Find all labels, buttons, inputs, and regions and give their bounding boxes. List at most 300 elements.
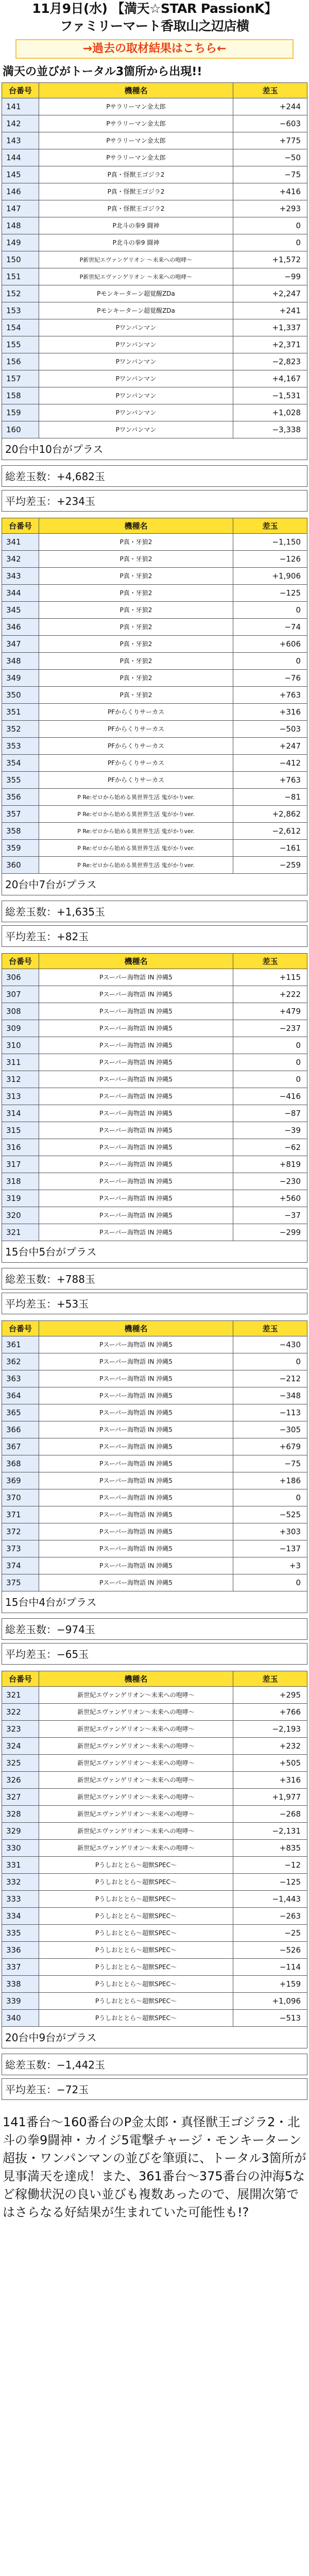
ball-difference: −503 bbox=[233, 721, 307, 738]
ball-difference: −526 bbox=[233, 1942, 307, 1959]
ball-difference: 0 bbox=[233, 1353, 307, 1370]
machine-number: 372 bbox=[2, 1523, 39, 1540]
table-row bbox=[2, 1190, 307, 1207]
ball-difference: +1,096 bbox=[233, 1993, 307, 2010]
ball-difference: +4,167 bbox=[233, 370, 307, 387]
machine-number: 368 bbox=[2, 1455, 39, 1472]
table-row bbox=[2, 789, 307, 806]
machine-name: Pスーパー海物語 IN 沖縄5 bbox=[39, 1336, 233, 1353]
table-row bbox=[2, 585, 307, 602]
machine-number: 156 bbox=[2, 353, 39, 370]
machine-number: 364 bbox=[2, 1387, 39, 1404]
machine-name: P真・牙狼2 bbox=[39, 602, 233, 619]
average-difference: 平均差玉：−65玉 bbox=[2, 1643, 307, 1665]
closing-text: 141番台〜160番台のP金太郎・真怪獣王ゴジラ2・北斗の拳9闘神・カイジ5電撃チャージ・モンキーターン超抜・ワンパンマンの並びを筆頭に、トータル3箇所が見事満天を達成！また、361番台〜375番台の沖海5など稼働状況の良い並びも複数あったので、展開次第ではさらなる好結果が生まれていた可能性も!? bbox=[3, 2115, 306, 2219]
machine-name: P Re:ゼロから始める異世界生活 鬼がかりver. bbox=[39, 857, 233, 874]
machine-number: 341 bbox=[2, 534, 39, 551]
results-table bbox=[2, 1671, 307, 2027]
machine-number: 143 bbox=[2, 132, 39, 149]
table-row bbox=[2, 986, 307, 1003]
table-row bbox=[2, 1755, 307, 1772]
ball-difference: −12 bbox=[233, 1857, 307, 1874]
machine-number: 317 bbox=[2, 1156, 39, 1173]
table-row bbox=[2, 823, 307, 840]
table-row bbox=[2, 1173, 307, 1190]
machine-number: 343 bbox=[2, 568, 39, 585]
table-row bbox=[2, 2010, 307, 2027]
machine-name: Pサラリーマン金太郎 bbox=[39, 149, 233, 166]
machine-number: 367 bbox=[2, 1438, 39, 1455]
ball-difference: −2,193 bbox=[233, 1721, 307, 1738]
machine-number: 346 bbox=[2, 619, 39, 636]
table-row bbox=[2, 1054, 307, 1071]
machine-name: Pスーパー海物語 IN 沖縄5 bbox=[39, 969, 233, 986]
machine-number: 150 bbox=[2, 251, 39, 268]
ball-difference: 0 bbox=[233, 234, 307, 251]
machine-name: P真・牙狼2 bbox=[39, 670, 233, 687]
machine-number: 363 bbox=[2, 1370, 39, 1387]
machine-number: 158 bbox=[2, 387, 39, 404]
machine-number: 332 bbox=[2, 1874, 39, 1891]
machine-number: 321 bbox=[2, 1224, 39, 1241]
table-row bbox=[2, 217, 307, 234]
ball-difference: +1,977 bbox=[233, 1789, 307, 1806]
machine-name: PFからくりサーカス bbox=[39, 755, 233, 772]
machine-number: 154 bbox=[2, 319, 39, 336]
table-row bbox=[2, 1687, 307, 1704]
table-header-row bbox=[2, 1671, 307, 1687]
machine-number: 345 bbox=[2, 602, 39, 619]
machine-number: 342 bbox=[2, 551, 39, 568]
ball-difference: −1,443 bbox=[233, 1891, 307, 1908]
ball-difference: −99 bbox=[233, 268, 307, 285]
plus-count-summary: 20台中10台がプラス bbox=[2, 438, 307, 460]
ball-difference: +505 bbox=[233, 1755, 307, 1772]
machine-name: P真・牙狼2 bbox=[39, 636, 233, 653]
machine-name: Pうしおととら〜超獣SPEC〜 bbox=[39, 1908, 233, 1925]
machine-number: 322 bbox=[2, 1704, 39, 1721]
table-row bbox=[2, 285, 307, 302]
machine-name: Pスーパー海物語 IN 沖縄5 bbox=[39, 1574, 233, 1591]
table-row bbox=[2, 653, 307, 670]
ball-difference: +2,247 bbox=[233, 285, 307, 302]
machine-number: 314 bbox=[2, 1105, 39, 1122]
machine-name: Pスーパー海物語 IN 沖縄5 bbox=[39, 1523, 233, 1540]
machine-number: 369 bbox=[2, 1472, 39, 1489]
table-row bbox=[2, 1823, 307, 1840]
table-row bbox=[2, 183, 307, 200]
ball-difference: 0 bbox=[233, 653, 307, 670]
table-row bbox=[2, 687, 307, 704]
machine-number: 144 bbox=[2, 149, 39, 166]
machine-name: P Re:ゼロから始める異世界生活 鬼がかりver. bbox=[39, 840, 233, 857]
ball-difference: +1,028 bbox=[233, 404, 307, 421]
machine-number: 148 bbox=[2, 217, 39, 234]
table-row bbox=[2, 1857, 307, 1874]
ball-difference: +222 bbox=[233, 986, 307, 1003]
machine-name: 新世紀エヴァンゲリオン〜未来への咆哮〜 bbox=[39, 1755, 233, 1772]
machine-number: 318 bbox=[2, 1173, 39, 1190]
machine-name: Pスーパー海物語 IN 沖縄5 bbox=[39, 1455, 233, 1472]
machine-number: 153 bbox=[2, 302, 39, 319]
ball-difference: −263 bbox=[233, 1908, 307, 1925]
section-spacer bbox=[2, 2100, 307, 2106]
ball-difference: −87 bbox=[233, 1105, 307, 1122]
machine-number: 146 bbox=[2, 183, 39, 200]
machine-number: 336 bbox=[2, 1942, 39, 1959]
machine-number: 329 bbox=[2, 1823, 39, 1840]
table-row bbox=[2, 704, 307, 721]
ball-difference: +316 bbox=[233, 1772, 307, 1789]
machine-number: 324 bbox=[2, 1738, 39, 1755]
machine-name: P真・牙狼2 bbox=[39, 653, 233, 670]
header-machine: 機種名 bbox=[39, 954, 233, 969]
machine-name: PFからくりサーカス bbox=[39, 738, 233, 755]
ball-difference: +293 bbox=[233, 200, 307, 217]
ball-difference: 0 bbox=[233, 1054, 307, 1071]
machine-number: 358 bbox=[2, 823, 39, 840]
machine-number: 142 bbox=[2, 115, 39, 132]
machine-name: Pスーパー海物語 IN 沖縄5 bbox=[39, 1387, 233, 1404]
header-number: 台番号 bbox=[2, 1671, 39, 1687]
machine-name: Pスーパー海物語 IN 沖縄5 bbox=[39, 1438, 233, 1455]
machine-name: P新世紀エヴァンゲリオン 〜未来への咆哮〜 bbox=[39, 268, 233, 285]
ball-difference: −25 bbox=[233, 1925, 307, 1942]
machine-name: Pスーパー海物語 IN 沖縄5 bbox=[39, 1489, 233, 1506]
table-row bbox=[2, 1891, 307, 1908]
machine-number: 354 bbox=[2, 755, 39, 772]
machine-number: 370 bbox=[2, 1489, 39, 1506]
machine-number: 315 bbox=[2, 1122, 39, 1139]
machine-name: Pスーパー海物語 IN 沖縄5 bbox=[39, 1037, 233, 1054]
table-row bbox=[2, 1976, 307, 1993]
header-machine: 機種名 bbox=[39, 1671, 233, 1687]
ball-difference: +295 bbox=[233, 1687, 307, 1704]
machine-number: 334 bbox=[2, 1908, 39, 1925]
table-row bbox=[2, 840, 307, 857]
machine-name: Pスーパー海物語 IN 沖縄5 bbox=[39, 1020, 233, 1037]
machine-name: Pうしおととら〜超獣SPEC〜 bbox=[39, 1959, 233, 1976]
table-row bbox=[2, 1224, 307, 1241]
machine-name: P真・牙狼2 bbox=[39, 551, 233, 568]
table-row bbox=[2, 302, 307, 319]
table-row bbox=[2, 1088, 307, 1105]
machine-number: 311 bbox=[2, 1054, 39, 1071]
average-difference: 平均差玉：+234玉 bbox=[2, 490, 307, 512]
table-row bbox=[2, 738, 307, 755]
table-row bbox=[2, 602, 307, 619]
machine-name: 新世紀エヴァンゲリオン〜未来への咆哮〜 bbox=[39, 1823, 233, 1840]
machine-number: 325 bbox=[2, 1755, 39, 1772]
header-diff: 差玉 bbox=[233, 1671, 307, 1687]
ball-difference: −305 bbox=[233, 1421, 307, 1438]
ball-difference: 0 bbox=[233, 1489, 307, 1506]
ball-difference: +763 bbox=[233, 687, 307, 704]
machine-name: PFからくりサーカス bbox=[39, 772, 233, 789]
ball-difference: −75 bbox=[233, 166, 307, 183]
ball-difference: −75 bbox=[233, 1455, 307, 1472]
ball-difference: +159 bbox=[233, 1976, 307, 1993]
ball-difference: −125 bbox=[233, 585, 307, 602]
machine-name: Pうしおととら〜超獣SPEC〜 bbox=[39, 1942, 233, 1959]
ball-difference: −74 bbox=[233, 619, 307, 636]
header-diff: 差玉 bbox=[233, 954, 307, 969]
machine-name: Pワンパンマン bbox=[39, 421, 233, 438]
ball-difference: −1,150 bbox=[233, 534, 307, 551]
machine-number: 309 bbox=[2, 1020, 39, 1037]
table-row bbox=[2, 1020, 307, 1037]
table-row bbox=[2, 353, 307, 370]
table-row bbox=[2, 370, 307, 387]
machine-number: 157 bbox=[2, 370, 39, 387]
table-row bbox=[2, 1003, 307, 1020]
machine-number: 359 bbox=[2, 840, 39, 857]
ball-difference: +1,906 bbox=[233, 568, 307, 585]
machine-number: 330 bbox=[2, 1840, 39, 1857]
total-difference: 総差玉数：−974玉 bbox=[2, 1618, 307, 1640]
machine-number: 349 bbox=[2, 670, 39, 687]
ball-difference: +241 bbox=[233, 302, 307, 319]
machine-number: 327 bbox=[2, 1789, 39, 1806]
ball-difference: 0 bbox=[233, 1037, 307, 1054]
machine-number: 355 bbox=[2, 772, 39, 789]
machine-name: Pうしおととら〜超獣SPEC〜 bbox=[39, 1874, 233, 1891]
machine-name: Pワンパンマン bbox=[39, 319, 233, 336]
results-table bbox=[2, 1320, 307, 1591]
machine-number: 347 bbox=[2, 636, 39, 653]
ball-difference: 0 bbox=[233, 1574, 307, 1591]
table-row bbox=[2, 1721, 307, 1738]
ball-difference: −2,612 bbox=[233, 823, 307, 840]
table-row bbox=[2, 98, 307, 115]
table-row bbox=[2, 619, 307, 636]
machine-number: 319 bbox=[2, 1190, 39, 1207]
table-row bbox=[2, 200, 307, 217]
results-table bbox=[2, 518, 307, 874]
results-sections bbox=[2, 82, 307, 2106]
table-row bbox=[2, 166, 307, 183]
ball-difference: +316 bbox=[233, 704, 307, 721]
machine-name: Pサラリーマン金太郎 bbox=[39, 115, 233, 132]
machine-name: 新世紀エヴァンゲリオン〜未来への咆哮〜 bbox=[39, 1772, 233, 1789]
table-row bbox=[2, 1942, 307, 1959]
section-spacer bbox=[2, 947, 307, 953]
table-row bbox=[2, 857, 307, 874]
table-row bbox=[2, 387, 307, 404]
machine-number: 375 bbox=[2, 1574, 39, 1591]
table-row bbox=[2, 1037, 307, 1054]
ball-difference: −237 bbox=[233, 1020, 307, 1037]
table-row bbox=[2, 772, 307, 789]
ball-difference: −259 bbox=[233, 857, 307, 874]
machine-name: P真・怪獣王ゴジラ2 bbox=[39, 200, 233, 217]
table-row bbox=[2, 1421, 307, 1438]
table-row bbox=[2, 670, 307, 687]
section-spacer bbox=[2, 512, 307, 518]
ball-difference: −125 bbox=[233, 1874, 307, 1891]
header-diff: 差玉 bbox=[233, 83, 307, 98]
machine-name: Pスーパー海物語 IN 沖縄5 bbox=[39, 1139, 233, 1156]
machine-number: 371 bbox=[2, 1506, 39, 1523]
plus-count-summary: 15台中4台がプラス bbox=[2, 1591, 307, 1613]
machine-name: Pワンパンマン bbox=[39, 387, 233, 404]
results-table bbox=[2, 953, 307, 1241]
plus-count-summary: 15台中5台がプラス bbox=[2, 1241, 307, 1263]
ball-difference: −76 bbox=[233, 670, 307, 687]
table-row bbox=[2, 132, 307, 149]
machine-number: 310 bbox=[2, 1037, 39, 1054]
header-number: 台番号 bbox=[2, 1321, 39, 1336]
machine-number: 326 bbox=[2, 1772, 39, 1789]
table-row bbox=[2, 721, 307, 738]
ball-difference: +560 bbox=[233, 1190, 307, 1207]
machine-name: Pワンパンマン bbox=[39, 336, 233, 353]
machine-number: 335 bbox=[2, 1925, 39, 1942]
past-results-link[interactable]: →過去の取材結果はこちら← bbox=[15, 39, 294, 59]
machine-name: P真・怪獣王ゴジラ2 bbox=[39, 166, 233, 183]
machine-name: P真・怪獣王ゴジラ2 bbox=[39, 183, 233, 200]
header-machine: 機種名 bbox=[39, 518, 233, 534]
ball-difference: +115 bbox=[233, 969, 307, 986]
ball-difference: +679 bbox=[233, 1438, 307, 1455]
results-table bbox=[2, 82, 307, 438]
machine-number: 340 bbox=[2, 2010, 39, 2027]
machine-number: 147 bbox=[2, 200, 39, 217]
machine-name: P真・牙狼2 bbox=[39, 687, 233, 704]
table-row bbox=[2, 268, 307, 285]
ball-difference: −1,531 bbox=[233, 387, 307, 404]
machine-number: 160 bbox=[2, 421, 39, 438]
machine-name: Pうしおととら〜超獣SPEC〜 bbox=[39, 1891, 233, 1908]
ball-difference: +232 bbox=[233, 1738, 307, 1755]
table-row bbox=[2, 1071, 307, 1088]
machine-name: Pスーパー海物語 IN 沖縄5 bbox=[39, 1404, 233, 1421]
machine-number: 149 bbox=[2, 234, 39, 251]
machine-name: Pスーパー海物語 IN 沖縄5 bbox=[39, 1557, 233, 1574]
machine-name: Pサラリーマン金太郎 bbox=[39, 132, 233, 149]
table-row bbox=[2, 1472, 307, 1489]
total-difference: 総差玉数：+1,635玉 bbox=[2, 901, 307, 922]
table-row bbox=[2, 1489, 307, 1506]
ball-difference: +763 bbox=[233, 772, 307, 789]
table-row bbox=[2, 1139, 307, 1156]
machine-number: 366 bbox=[2, 1421, 39, 1438]
header-number: 台番号 bbox=[2, 83, 39, 98]
table-row bbox=[2, 1336, 307, 1353]
ball-difference: +2,862 bbox=[233, 806, 307, 823]
machine-number: 362 bbox=[2, 1353, 39, 1370]
header-diff: 差玉 bbox=[233, 518, 307, 534]
ball-difference: −603 bbox=[233, 115, 307, 132]
machine-number: 360 bbox=[2, 857, 39, 874]
ball-difference: −412 bbox=[233, 755, 307, 772]
machine-name: P北斗の拳9 闘神 bbox=[39, 217, 233, 234]
machine-name: P Re:ゼロから始める異世界生活 鬼がかりver. bbox=[39, 789, 233, 806]
table-row bbox=[2, 551, 307, 568]
ball-difference: +1,337 bbox=[233, 319, 307, 336]
table-row bbox=[2, 1840, 307, 1857]
ball-difference: +766 bbox=[233, 1704, 307, 1721]
ball-difference: −113 bbox=[233, 1404, 307, 1421]
table-row bbox=[2, 1557, 307, 1574]
ball-difference: +2,371 bbox=[233, 336, 307, 353]
ball-difference: +303 bbox=[233, 1523, 307, 1540]
ball-difference: −2,823 bbox=[233, 353, 307, 370]
table-row bbox=[2, 1455, 307, 1472]
ball-difference: 0 bbox=[233, 1071, 307, 1088]
table-row bbox=[2, 404, 307, 421]
table-row bbox=[2, 1353, 307, 1370]
ball-difference: +186 bbox=[233, 1472, 307, 1489]
machine-number: 356 bbox=[2, 789, 39, 806]
table-row bbox=[2, 1105, 307, 1122]
machine-name: Pうしおととら〜超獣SPEC〜 bbox=[39, 2010, 233, 2027]
machine-name: Pスーパー海物語 IN 沖縄5 bbox=[39, 1207, 233, 1224]
machine-number: 321 bbox=[2, 1687, 39, 1704]
table-header-row bbox=[2, 83, 307, 98]
machine-number: 155 bbox=[2, 336, 39, 353]
ball-difference: −299 bbox=[233, 1224, 307, 1241]
machine-name: P Re:ゼロから始める異世界生活 鬼がかりver. bbox=[39, 806, 233, 823]
machine-name: 新世紀エヴァンゲリオン〜未来への咆哮〜 bbox=[39, 1789, 233, 1806]
machine-name: Pスーパー海物語 IN 沖縄5 bbox=[39, 1071, 233, 1088]
machine-name: 新世紀エヴァンゲリオン〜未来への咆哮〜 bbox=[39, 1721, 233, 1738]
machine-number: 306 bbox=[2, 969, 39, 986]
table-row bbox=[2, 1959, 307, 1976]
machine-name: Pスーパー海物語 IN 沖縄5 bbox=[39, 1540, 233, 1557]
machine-name: Pうしおととら〜超獣SPEC〜 bbox=[39, 1857, 233, 1874]
table-row bbox=[2, 806, 307, 823]
headline: 満天の並びがトータル3箇所から出現!! bbox=[3, 65, 202, 78]
ball-difference: −114 bbox=[233, 1959, 307, 1976]
table-row bbox=[2, 969, 307, 986]
machine-number: 351 bbox=[2, 704, 39, 721]
page-title: 11月9日(水) 【満天☆STAR PassionK】 bbox=[32, 1, 277, 16]
ball-difference: −81 bbox=[233, 789, 307, 806]
machine-name: Pスーパー海物語 IN 沖縄5 bbox=[39, 1353, 233, 1370]
machine-name: Pスーパー海物語 IN 沖縄5 bbox=[39, 1421, 233, 1438]
ball-difference: +3 bbox=[233, 1557, 307, 1574]
machine-number: 323 bbox=[2, 1721, 39, 1738]
table-row bbox=[2, 1506, 307, 1523]
machine-name: 新世紀エヴァンゲリオン〜未来への咆哮〜 bbox=[39, 1806, 233, 1823]
machine-name: Pスーパー海物語 IN 沖縄5 bbox=[39, 1156, 233, 1173]
machine-number: 141 bbox=[2, 98, 39, 115]
machine-name: P北斗の拳9 闘神 bbox=[39, 234, 233, 251]
table-row bbox=[2, 1874, 307, 1891]
machine-number: 352 bbox=[2, 721, 39, 738]
total-difference: 総差玉数：+4,682玉 bbox=[2, 465, 307, 487]
machine-name: Pスーパー海物語 IN 沖縄5 bbox=[39, 1173, 233, 1190]
ball-difference: +606 bbox=[233, 636, 307, 653]
ball-difference: −268 bbox=[233, 1806, 307, 1823]
ball-difference: +479 bbox=[233, 1003, 307, 1020]
machine-name: Pスーパー海物語 IN 沖縄5 bbox=[39, 1054, 233, 1071]
machine-number: 307 bbox=[2, 986, 39, 1003]
ball-difference: −2,131 bbox=[233, 1823, 307, 1840]
ball-difference: −513 bbox=[233, 2010, 307, 2027]
machine-name: Pうしおととら〜超獣SPEC〜 bbox=[39, 1925, 233, 1942]
table-row bbox=[2, 1738, 307, 1755]
machine-name: Pうしおととら〜超獣SPEC〜 bbox=[39, 1976, 233, 1993]
machine-number: 348 bbox=[2, 653, 39, 670]
ball-difference: −416 bbox=[233, 1088, 307, 1105]
machine-name: P真・牙狼2 bbox=[39, 534, 233, 551]
plus-count-summary: 20台中7台がプラス bbox=[2, 874, 307, 895]
table-row bbox=[2, 1925, 307, 1942]
ball-difference: −39 bbox=[233, 1122, 307, 1139]
table-row bbox=[2, 636, 307, 653]
